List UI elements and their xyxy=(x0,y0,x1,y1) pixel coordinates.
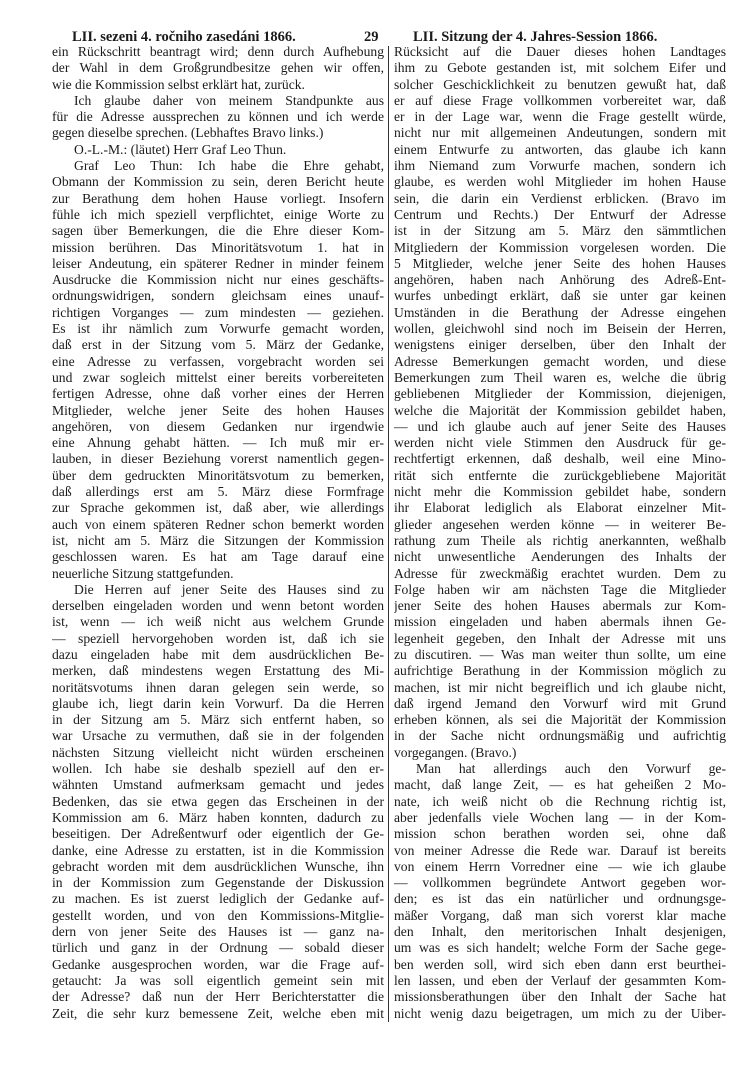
text-line: derselben eingeladen worden und wenn betont worden xyxy=(52,598,384,614)
text-line: glaube ich, liegt darin kein Vorwurf. Da die Herren xyxy=(52,695,384,711)
text-line: leiser Andeutung, ein späterer Redner in minder feinem xyxy=(52,255,384,271)
text-line: war Ursache zu vermuthen, daß sie in der folgenden xyxy=(52,728,384,744)
text-line: Bedenken, das sie etwa gegen das Erscheinen in der xyxy=(52,793,384,809)
paragraph xyxy=(52,93,384,142)
text-line: lauben, in dieser Beziehung vorerst namentlich gegen- xyxy=(52,451,384,467)
text-line: neuerliche Sitzung stattgefunden. xyxy=(52,565,234,581)
text-column-right xyxy=(394,44,726,1022)
paragraph xyxy=(52,582,384,1022)
text-line: und zwar sogleich mittelst einer bereits vorbereiteten xyxy=(52,369,384,385)
text-line: mäßer Vorgang, daß man sich vorerst klar mache xyxy=(394,907,726,923)
paragraph xyxy=(394,761,726,1022)
text-line: 5 Mitglieder, welche jener Seite des hohen Hauses xyxy=(394,255,726,271)
text-line: ordnungswidrigen, sondern gleichsam eines unauf- xyxy=(52,288,384,304)
text-line: O.-L.-M.: (läutet) Herr Graf Leo Thun. xyxy=(74,141,287,157)
text-line: von einem Herrn Vorredner eine — wie ich glaube xyxy=(394,858,726,874)
text-line: Ausdrucke die Kommission nicht nur eines geschäfts- xyxy=(52,272,384,288)
text-line: ihm Niemand zum Vorwurfe machen, sondern ich xyxy=(394,158,726,174)
text-line: nicht unwesentliche Aenderungen des Inhalts der xyxy=(394,549,726,565)
text-line: ihm zu Gebote gestanden ist, mit solchem Eifer und xyxy=(394,60,726,76)
text-line: wurfes unbedingt erklärt, daß sie unter gar keinen xyxy=(394,288,726,304)
text-line: noritätsvotums ihnen daran gelegen sein werde, so xyxy=(52,679,384,695)
text-line: Mitglieder, welche jener Seite des hohen Hauses xyxy=(52,402,384,418)
text-line: türlich und ganz in der Ordnung — sobald dieser xyxy=(52,940,384,956)
text-line: gegen dieselbe sprechen. (Lebhaftes Bravo links.) xyxy=(52,125,324,141)
text-line: um was es sich handelt; welche Form der Sache gege- xyxy=(394,940,726,956)
text-line: Es ist ihr nämlich zum Vorwurfe gemacht worden, xyxy=(52,321,384,337)
text-line: Umständen in die Berathung der Adresse eingehen xyxy=(394,304,726,320)
text-line: Gedanke ausgesprochen worden, war die Frage auf- xyxy=(52,956,384,972)
text-line: wie die Kommission selbst erklärt hat, zurück. xyxy=(52,76,305,92)
text-line: danke, eine Adresse zu erstatten, ist in die Kommission xyxy=(52,842,384,858)
text-line: nate, ich weiß nicht ob die Rechnung richtig ist, xyxy=(394,793,726,809)
text-line: den; es ist das ein natürlicher und ordnungsge- xyxy=(394,891,726,907)
text-line: eine Adresse zu verfassen, vorgebracht worden sei xyxy=(52,353,384,369)
text-line: — und ich glaube auch auf jener Seite des Hauses xyxy=(394,418,726,434)
text-line: ben werden soll, wird sich eben dann erst beurthei- xyxy=(394,956,726,972)
text-line: Kommission am 6. März haben konnten, dadurch zu xyxy=(52,809,384,825)
text-line: Ich glaube daher von meinem Standpunkte aus xyxy=(74,92,384,108)
text-line: gestellt worden, und von den Kommissions-Mitglie- xyxy=(52,907,384,923)
text-line: er auf diese Frage vollkommen vorbereitet war, daß xyxy=(394,92,726,108)
header-german-title: LII. Sitzung der 4. Jahres-Session 1866. xyxy=(413,29,658,45)
text-line: eine Ahnung gehabt hätten. — Ich muß mir er- xyxy=(52,435,384,451)
text-line: glieder angesehen werden könne — in weiterer Be- xyxy=(394,516,726,532)
text-line: für die Adresse aussprechen zu können und ich werde xyxy=(52,109,384,125)
text-line: Centrum und Rechts.) Der Entwurf der Adresse xyxy=(394,206,726,222)
text-line: den Inhalt, den meritorischen Inhalt desjenigen, xyxy=(394,924,726,940)
text-line: aufrichtige Berathung in der Kommission möglich zu xyxy=(394,663,726,679)
text-line: von meiner Adresse die Rede war. Darauf ist bereits xyxy=(394,842,726,858)
text-line: richtigen Vorganges — zum mindesten — geziehen. xyxy=(52,304,384,320)
text-line: jener Seite des hohen Hauses abermals zur Kom- xyxy=(394,598,726,614)
text-line: gebliebenen Mitglieder der Kommission, diejenigen, xyxy=(394,386,726,402)
text-line: werden nicht viele Stimmen den Ausdruck für ge- xyxy=(394,435,726,451)
text-line: fertigen Adresse, ohne daß vorher eines der Herren xyxy=(52,386,384,402)
paragraph xyxy=(52,158,384,582)
text-line: ein Rückschritt beantragt wird; denn durch Aufhebung xyxy=(52,44,384,59)
paragraph xyxy=(52,44,384,93)
text-line: legenheit gegeben, den Inhalt der Adresse mit uns xyxy=(394,630,726,646)
text-line: daß irgend Jemand den Vorwurf wird mit Grund xyxy=(394,695,726,711)
text-line: fühle ich mich speziell verpflichtet, einige Worte zu xyxy=(52,206,384,222)
text-line: beseitigen. Der Adreßentwurf oder eigentlich der Ge- xyxy=(52,826,384,842)
text-line: sein, die darin ein Verdienst erblicken. (Bravo im xyxy=(394,190,726,206)
text-line: machen, ist mir nicht begreiflich und ich glaube nicht, xyxy=(394,679,726,695)
text-line: wähnten Umstand aufmerksam gemacht und jedes xyxy=(52,777,384,793)
paragraph xyxy=(52,142,384,158)
text-line: mission schon berathen worden sei, ohne daß xyxy=(394,826,726,842)
text-column-left xyxy=(52,44,384,1022)
text-line: zu discutiren. — Was man weiter thun sollte, um eine xyxy=(394,646,726,662)
text-line: dazu eingeladen habe mit dem ausdrücklichen Be- xyxy=(52,646,384,662)
text-line: mission eingeladen und haben abermals ihnen Ge- xyxy=(394,614,726,630)
text-line: wollen. Ich habe sie deshalb speziell auf den er- xyxy=(52,761,384,777)
text-line: auch von einem späteren Redner schon bemerkt worden xyxy=(52,516,384,532)
text-line: daß erst in der Sitzung vom 5. März der Gedanke, xyxy=(52,337,384,353)
page-number: 29 xyxy=(364,29,379,45)
text-line: daß allerdings erst am 5. März diese Formfrage xyxy=(52,484,384,500)
text-line: dern von jener Seite des Hauses ist — ganz na- xyxy=(52,924,384,940)
text-line: gebracht worden mit dem ausdrücklichen Wunsche, ihn xyxy=(52,858,384,874)
text-line: — speziell hervorgehoben worden ist, daß ich sie xyxy=(52,630,384,646)
text-line: Adresse für zweckmäßig erachtet wurden. Dem zu xyxy=(394,565,726,581)
text-line: len lassen, und eben der Verlauf der gesammten Kom- xyxy=(394,972,726,988)
text-line: mission berühren. Das Minoritätsvotum 1. hat in xyxy=(52,239,384,255)
text-line: erheben können, als sei die Majorität der Kommission xyxy=(394,712,726,728)
text-line: angehören, haben nach Anhörung des Adreß-Ent- xyxy=(394,272,726,288)
text-line: merken, daß mindestens wegen Erstattung des Mi- xyxy=(52,663,384,679)
text-line: rathung zum Theile als richtig anerkannten, weßhalb xyxy=(394,532,726,548)
text-line: in der Kommission zum Gegenstande der Diskussion xyxy=(52,875,384,891)
text-line: angehören, von diesem Gedanken nur irgendwie xyxy=(52,418,384,434)
text-line: nicht mehr die Kommission gebildet habe, sondern xyxy=(394,484,726,500)
text-line: nicht nur mit allgemeinen Andeutungen, sondern mit xyxy=(394,125,726,141)
text-line: solcher Geschicklichkeit zu benutzen gewußt hat, daß xyxy=(394,76,726,92)
text-line: wollen, gleichwohl sind noch im Beisein der Herren, xyxy=(394,321,726,337)
text-line: zur Sprache gekommen ist, daß aber, wie allerdings xyxy=(52,500,384,516)
text-line: einem Entwurfe zu antworten, das glaube ich kann xyxy=(394,141,726,157)
text-line: er in der Lage war, wenn die Frage gestellt würde, xyxy=(394,109,726,125)
text-line: welche die Majorität der Kommission gebildet haben, xyxy=(394,402,726,418)
text-line: Zeit, die sehr kurz bemessene Zeit, welche eben mit xyxy=(52,1005,384,1021)
text-line: sagen über Bemerkungen, die die Ehre dieser Kom- xyxy=(52,223,384,239)
text-line: vorgegangen. (Bravo.) xyxy=(394,744,517,760)
text-line: in der Sitzung am 5. März sich entfernt haben, so xyxy=(52,712,384,728)
text-line: wenigstens einiger derselben, über den Inhalt der xyxy=(394,337,726,353)
text-line: getaucht: Ja was soll eigentlich gemeint sein mit xyxy=(52,972,384,988)
text-line: ist, nicht am 5. März die Sitzungen der Kommission xyxy=(52,532,384,548)
header-czech-title: LII. sezeni 4. ročniho zasedáni 1866. xyxy=(72,29,296,45)
text-line: ist, wenn — ich weiß nicht aus welchem Grunde xyxy=(52,614,384,630)
text-line: der Adresse? daß nun der Herr Berichterstatter die xyxy=(52,989,384,1005)
text-line: Obmann der Kommission zu sein, deren Bericht heute xyxy=(52,174,384,190)
text-line: Folge haben wir am nächsten Tage die Mitglieder xyxy=(394,581,726,597)
text-line: rechtfertigt erkennen, daß deshalb, weil eine Mino- xyxy=(394,451,726,467)
text-line: Man hat allerdings auch den Vorwurf ge- xyxy=(416,761,726,777)
text-line: nicht wenig dazu beigetragen, um mich zu der Uiber- xyxy=(394,1005,726,1021)
text-line: zur Berathung dem hohen Hause vorliegt. Insofern xyxy=(52,190,384,206)
column-divider xyxy=(388,46,389,1022)
text-line: Rücksicht auf die Dauer dieses hohen Landtages xyxy=(394,44,726,59)
text-line: ihr Elaborat lediglich als Elaborat einzelner Mit- xyxy=(394,500,726,516)
text-line: ist in der Sitzung am 5. März den sämmtlichen xyxy=(394,223,726,239)
text-line: über dem gedruckten Minoritätsvotum zu bemerken, xyxy=(52,467,384,483)
text-line: macht, daß lange Zeit, — es hat geheißen 2 Mo- xyxy=(394,777,726,793)
text-line: aber jedenfalls viele Wochen lang — in der Kom- xyxy=(394,809,726,825)
text-line: nächsten Sitzung vielleicht nicht würden erscheinen xyxy=(52,744,384,760)
text-line: glaube, es werden wohl Mitglieder im hohen Hause xyxy=(394,174,726,190)
text-line: zu machen. Es ist zuerst lediglich der Gedanke auf- xyxy=(52,891,384,907)
paragraph xyxy=(394,44,726,761)
text-line: — vollkommen begründete Antwort gegeben wor- xyxy=(394,875,726,891)
text-line: der Wahl in dem Großgrundbesitze gehen wir offen, xyxy=(52,60,384,76)
text-line: Adresse Bemerkungen gemacht worden, und diese xyxy=(394,353,726,369)
text-line: Mitgliedern der Kommission vorgelesen worden. Die xyxy=(394,239,726,255)
text-line: Bemerkungen zum Theil waren es, welche die übrig xyxy=(394,369,726,385)
text-line: geschlossen waren. Es hat am Tage darauf eine xyxy=(52,549,384,565)
text-line: Graf Leo Thun: Ich habe die Ehre gehabt, xyxy=(74,158,384,174)
text-line: missionsberathungen über den Inhalt der Sache hat xyxy=(394,989,726,1005)
text-line: rität sich entfernte die zurückgebliebene Majorität xyxy=(394,467,726,483)
text-line: in der Sache nicht ordnungsmäßig und aufrichtig xyxy=(394,728,726,744)
text-line: Die Herren auf jener Seite des Hauses sind zu xyxy=(74,581,384,597)
